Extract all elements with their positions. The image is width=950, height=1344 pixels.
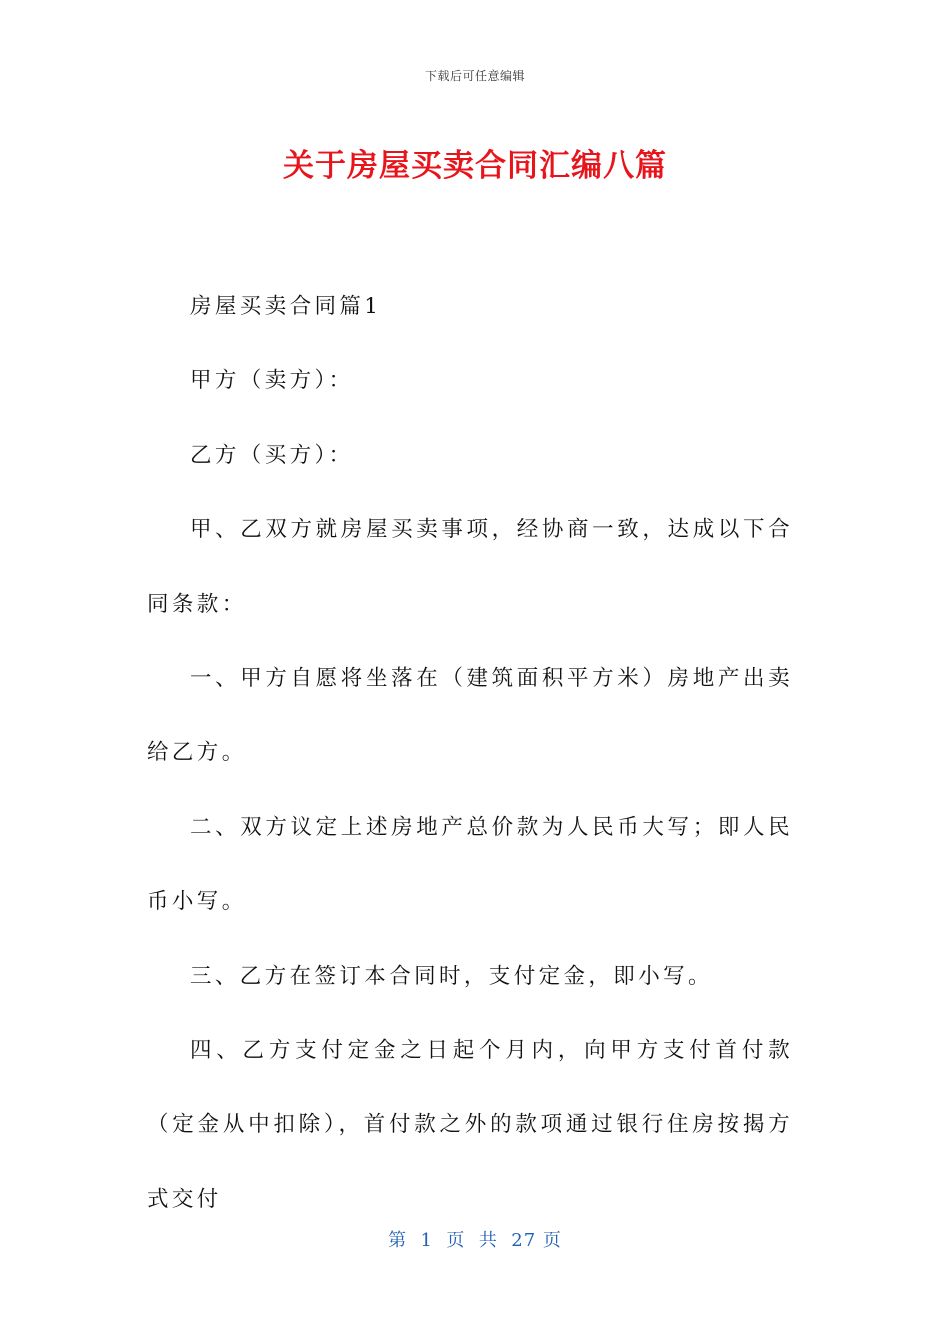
paragraph: 一、甲方自愿将坐落在（建筑面积平方米）房地产出卖给乙方。	[147, 666, 793, 766]
page-footer	[0, 1226, 950, 1252]
paragraph: 乙方（买方）：	[190, 442, 354, 468]
paragraph: 二、双方议定上述房地产总价款为人民币大写；即人民币小写。	[147, 814, 793, 915]
paragraph: 甲方（卖方）：	[190, 368, 354, 394]
document-title: 关于房屋买卖合同汇编八篇	[283, 148, 667, 184]
paragraph: 房屋买卖合同篇1	[190, 294, 382, 319]
page-number-text: 第 1 页 共 27 页	[388, 1230, 562, 1251]
paragraph: 四、乙方支付定金之日起个月内，向甲方支付首付款（定金从中扣除），首付款之外的款项通过银行住房按揭方式交付	[147, 1038, 793, 1212]
paragraph: 三、乙方在签订本合同时，支付定金，即小写。	[190, 963, 713, 989]
document-body	[147, 270, 793, 1237]
paragraph: 甲、乙双方就房屋买卖事项，经协商一致，达成以下合同条款：	[147, 517, 793, 617]
header-note: 下载后可任意编辑	[424, 69, 525, 83]
